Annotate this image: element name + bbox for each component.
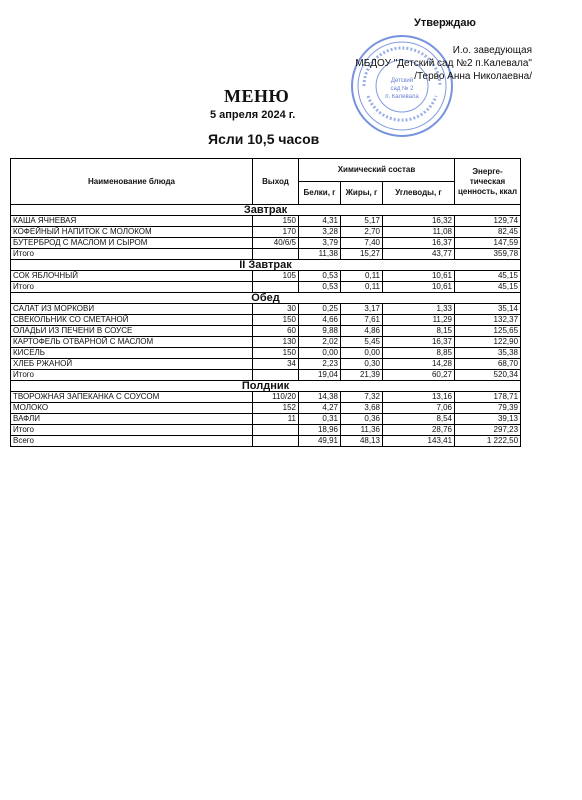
section-title: Полдник: [11, 381, 521, 392]
dish-protein: 49,91: [299, 436, 341, 447]
section-header: [11, 381, 521, 392]
svg-text:Детский: Детский: [390, 78, 414, 84]
dish-yield: [253, 370, 299, 381]
dish-energy: 359,78: [455, 249, 521, 260]
dish-energy: 79,39: [455, 403, 521, 414]
dish-yield: 150: [253, 348, 299, 359]
dish-carb: 16,32: [383, 216, 455, 227]
dish-name: ХЛЕБ РЖАНОЙ: [11, 359, 253, 370]
dish-name: ТВОРОЖНАЯ ЗАПЕКАНКА С СОУСОМ: [11, 392, 253, 403]
dish-name: КАША ЯЧНЕВАЯ: [11, 216, 253, 227]
table-row: [11, 392, 521, 403]
dish-energy: 125,65: [455, 326, 521, 337]
dish-fat: 0,11: [341, 271, 383, 282]
col-yield-header: Выход: [253, 159, 299, 205]
dish-carb: 43,77: [383, 249, 455, 260]
dish-yield: 150: [253, 216, 299, 227]
dish-energy: 1 222,50: [455, 436, 521, 447]
table-row: [11, 315, 521, 326]
dish-fat: 7,40: [341, 238, 383, 249]
dish-name: Итого: [11, 370, 253, 381]
table-row: [11, 326, 521, 337]
dish-fat: 3,68: [341, 403, 383, 414]
table-row: [11, 403, 521, 414]
dish-yield: 150: [253, 315, 299, 326]
dish-name: Всего: [11, 436, 253, 447]
col-name-header: Наименование блюда: [11, 159, 253, 205]
dish-fat: 7,32: [341, 392, 383, 403]
svg-text:п. Калевала: п. Калевала: [385, 94, 419, 100]
section-total-row: [11, 370, 521, 381]
dish-carb: 16,37: [383, 238, 455, 249]
table-row: [11, 216, 521, 227]
dish-fat: 5,45: [341, 337, 383, 348]
dish-energy: 520,34: [455, 370, 521, 381]
approver-org: МБДОУ "Детский сад №2 п.Калевала": [355, 58, 532, 69]
dish-protein: 18,96: [299, 425, 341, 436]
dish-protein: 2,23: [299, 359, 341, 370]
approve-label: Утверждаю: [414, 17, 476, 29]
table-row: [11, 238, 521, 249]
dish-carb: 8,54: [383, 414, 455, 425]
dish-fat: 5,17: [341, 216, 383, 227]
page-title: МЕНЮ: [224, 86, 290, 106]
section-header: [11, 293, 521, 304]
section-title: Завтрак: [11, 205, 521, 216]
dish-fat: 0,00: [341, 348, 383, 359]
table-row: [11, 304, 521, 315]
dish-fat: 0,11: [341, 282, 383, 293]
dish-yield: 170: [253, 227, 299, 238]
dish-protein: 9,88: [299, 326, 341, 337]
dish-name: Итого: [11, 425, 253, 436]
dish-carb: 10,61: [383, 282, 455, 293]
dish-carb: 28,76: [383, 425, 455, 436]
dish-energy: 129,74: [455, 216, 521, 227]
dish-yield: [253, 436, 299, 447]
dish-fat: 4,86: [341, 326, 383, 337]
menu-body: [11, 205, 521, 447]
approver-block: [355, 44, 532, 83]
dish-energy: 122,90: [455, 337, 521, 348]
col-energy-header: Энерге-тическая ценность, ккал: [455, 159, 521, 205]
col-carb-header: Углеводы, г: [383, 182, 455, 205]
dish-protein: 0,53: [299, 271, 341, 282]
menu-table: [10, 158, 521, 447]
dish-yield: 30: [253, 304, 299, 315]
table-row: [11, 227, 521, 238]
dish-energy: 39,13: [455, 414, 521, 425]
dish-energy: 35,38: [455, 348, 521, 359]
group-name: Ясли 10,5 часов: [208, 131, 320, 147]
dish-carb: 14,28: [383, 359, 455, 370]
dish-protein: 0,00: [299, 348, 341, 359]
dish-yield: 152: [253, 403, 299, 414]
section-header: [11, 260, 521, 271]
section-title: II Завтрак: [11, 260, 521, 271]
dish-yield: 110/20: [253, 392, 299, 403]
section-header: [11, 205, 521, 216]
section-total-row: [11, 249, 521, 260]
dish-protein: 19,04: [299, 370, 341, 381]
table-row: [11, 348, 521, 359]
dish-protein: 4,31: [299, 216, 341, 227]
dish-fat: 11,36: [341, 425, 383, 436]
dish-fat: 0,36: [341, 414, 383, 425]
dish-protein: 0,31: [299, 414, 341, 425]
dish-yield: [253, 282, 299, 293]
dish-protein: 3,79: [299, 238, 341, 249]
dish-energy: 147,59: [455, 238, 521, 249]
menu-date: 5 апреля 2024 г.: [210, 109, 296, 121]
dish-protein: 2,02: [299, 337, 341, 348]
dish-carb: 11,29: [383, 315, 455, 326]
dish-fat: 2,70: [341, 227, 383, 238]
dish-fat: 48,13: [341, 436, 383, 447]
col-chem-header: Химический состав: [299, 159, 455, 182]
col-protein-header: Белки, г: [299, 182, 341, 205]
dish-energy: 132,37: [455, 315, 521, 326]
table-row: [11, 271, 521, 282]
dish-yield: [253, 425, 299, 436]
dish-name: СОК ЯБЛОЧНЫЙ: [11, 271, 253, 282]
dish-fat: 21,39: [341, 370, 383, 381]
col-fat-header: Жиры, г: [341, 182, 383, 205]
dish-name: СВЕКОЛЬНИК СО СМЕТАНОЙ: [11, 315, 253, 326]
dish-carb: 10,61: [383, 271, 455, 282]
dish-energy: 68,70: [455, 359, 521, 370]
dish-yield: 11: [253, 414, 299, 425]
dish-carb: 60,27: [383, 370, 455, 381]
dish-energy: 178,71: [455, 392, 521, 403]
dish-carb: 143,41: [383, 436, 455, 447]
dish-protein: 4,66: [299, 315, 341, 326]
dish-name: ВАФЛИ: [11, 414, 253, 425]
dish-carb: 8,85: [383, 348, 455, 359]
dish-yield: 40/6/5: [253, 238, 299, 249]
dish-protein: 11,38: [299, 249, 341, 260]
table-row: [11, 359, 521, 370]
dish-name: ОЛАДЬИ ИЗ ПЕЧЕНИ В СОУСЕ: [11, 326, 253, 337]
dish-yield: 60: [253, 326, 299, 337]
dish-protein: 14,38: [299, 392, 341, 403]
dish-energy: 297,23: [455, 425, 521, 436]
dish-carb: 11,08: [383, 227, 455, 238]
dish-protein: 4,27: [299, 403, 341, 414]
dish-fat: 7,61: [341, 315, 383, 326]
dish-protein: 0,53: [299, 282, 341, 293]
dish-carb: 13,16: [383, 392, 455, 403]
dish-name: БУТЕРБРОД С МАСЛОМ И СЫРОМ: [11, 238, 253, 249]
dish-protein: 0,25: [299, 304, 341, 315]
dish-carb: 1,33: [383, 304, 455, 315]
section-total-row: [11, 282, 521, 293]
dish-yield: 130: [253, 337, 299, 348]
dish-yield: 105: [253, 271, 299, 282]
dish-name: Итого: [11, 282, 253, 293]
dish-fat: 15,27: [341, 249, 383, 260]
dish-name: КИСЕЛЬ: [11, 348, 253, 359]
section-title: Обед: [11, 293, 521, 304]
dish-yield: 34: [253, 359, 299, 370]
dish-energy: 45,15: [455, 271, 521, 282]
dish-energy: 35,14: [455, 304, 521, 315]
section-total-row: [11, 425, 521, 436]
dish-carb: 7,06: [383, 403, 455, 414]
dish-energy: 45,15: [455, 282, 521, 293]
approver-position: И.о. заведующая: [452, 45, 532, 56]
approver-name: /Терво Анна Николаевна/: [414, 71, 532, 82]
dish-yield: [253, 249, 299, 260]
dish-name: Итого: [11, 249, 253, 260]
dish-energy: 82,45: [455, 227, 521, 238]
dish-name: КОФЕЙНЫЙ НАПИТОК С МОЛОКОМ: [11, 227, 253, 238]
dish-name: МОЛОКО: [11, 403, 253, 414]
dish-fat: 3,17: [341, 304, 383, 315]
grand-total-row: [11, 436, 521, 447]
dish-carb: 16,37: [383, 337, 455, 348]
dish-name: КАРТОФЕЛЬ ОТВАРНОЙ С МАСЛОМ: [11, 337, 253, 348]
svg-text:сад № 2: сад № 2: [390, 86, 414, 92]
dish-protein: 3,28: [299, 227, 341, 238]
dish-fat: 0,30: [341, 359, 383, 370]
dish-name: САЛАТ ИЗ МОРКОВИ: [11, 304, 253, 315]
table-row: [11, 414, 521, 425]
table-row: [11, 337, 521, 348]
dish-carb: 8,15: [383, 326, 455, 337]
